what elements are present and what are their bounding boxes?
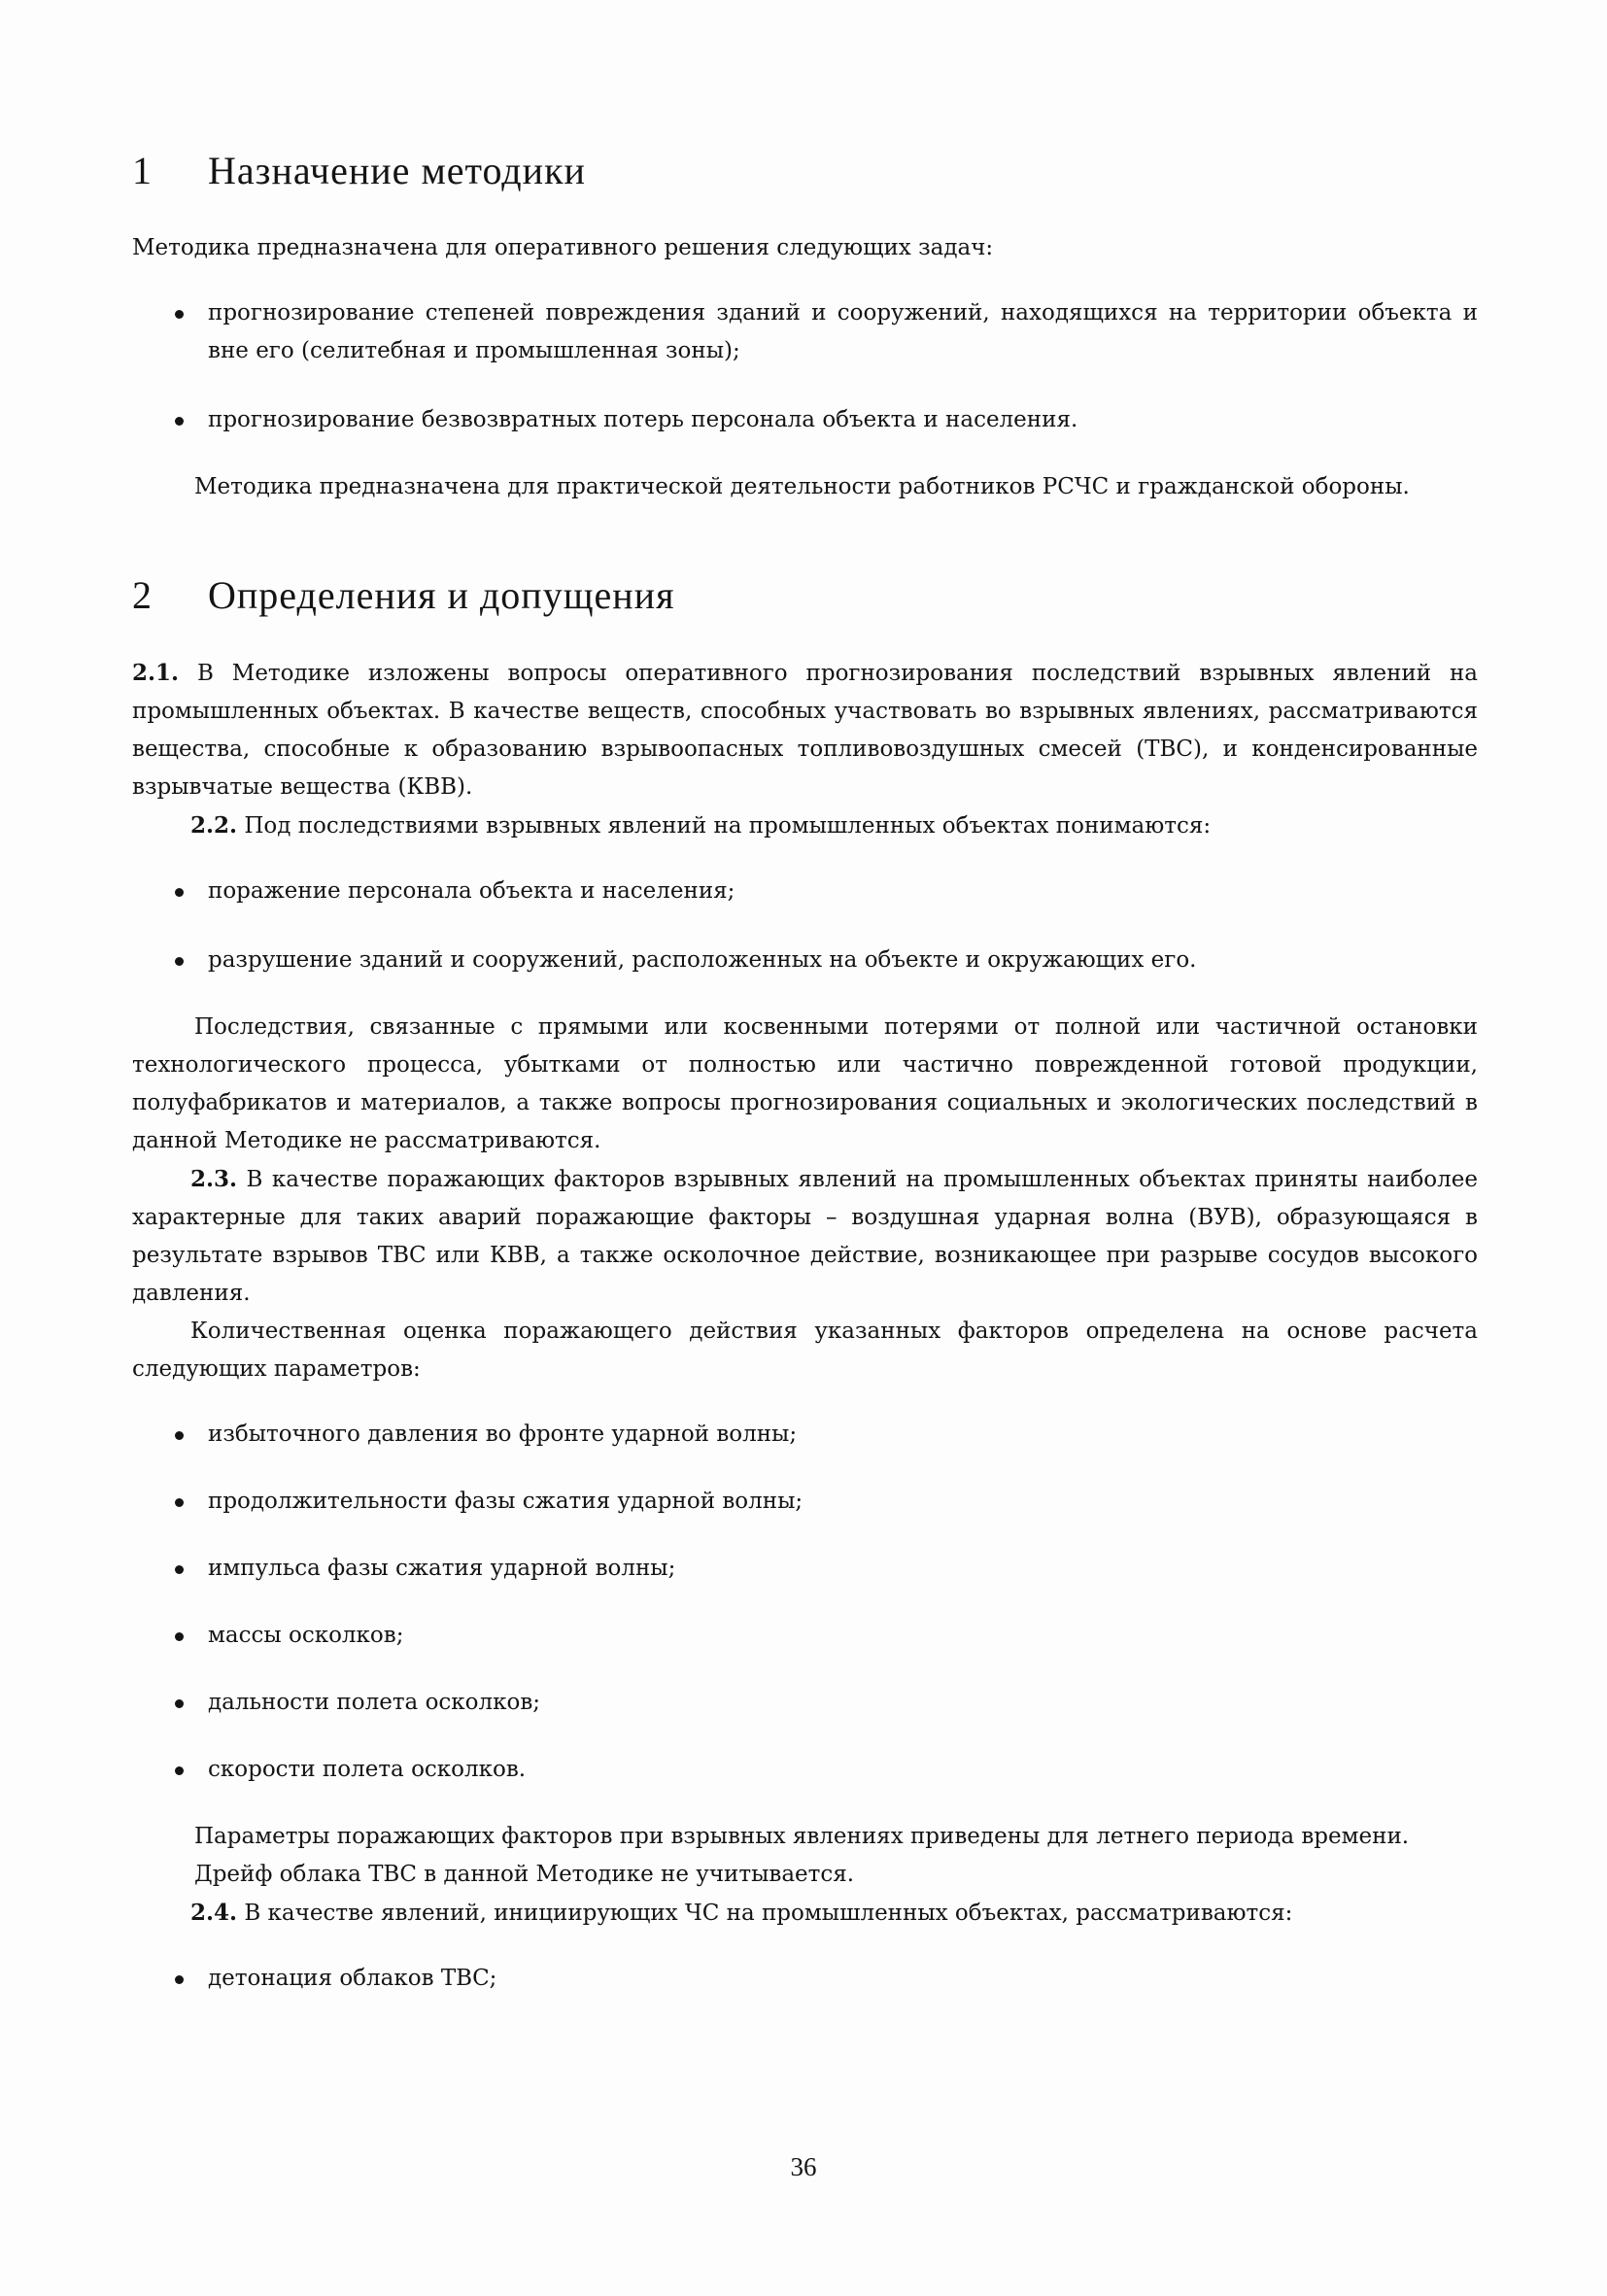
list-item-text: поражение персонала объекта и населения;: [208, 878, 735, 904]
bullet-icon: [175, 310, 184, 319]
clause-text: В качестве явлений, инициирующих ЧС на промышленных объектах, рассматриваются:: [244, 1901, 1293, 1926]
bullet-icon: [175, 417, 184, 426]
bullet-icon: [175, 1632, 184, 1641]
list-item-text: детонация облаков ТВС;: [208, 1966, 497, 1991]
list-item: [175, 1751, 1478, 1789]
consequences-list: [132, 873, 1478, 979]
bullet-icon: [175, 1565, 184, 1574]
list-item: [175, 1416, 1478, 1454]
clause-number: 2.2.: [190, 812, 238, 839]
list-item-text: дальности полета осколков;: [208, 1690, 541, 1715]
list-item-text: продолжительности фазы сжатия ударной волны;: [208, 1489, 804, 1514]
parameters-list: [132, 1416, 1478, 1789]
clause-number: 2.3.: [190, 1166, 238, 1192]
clause-number: 2.1.: [132, 660, 180, 686]
bullet-icon: [175, 1766, 184, 1775]
list-item-text: разрушение зданий и сооружений, расположенных на объекте и окружающих его.: [208, 947, 1197, 973]
clause-number: 2.4.: [190, 1900, 238, 1926]
list-item: [175, 873, 1478, 910]
paragraph-exclusions: Последствия, связанные с прямыми или косвенными потерями от полной или частичной остановки технологического процесса, убытками от полностью или частично поврежденной готовой продукции, полуфабрикатов и материалов, а также вопросы прогнозирования социальных и экологических последствий в данной Методике не рассматриваются.: [132, 1014, 1478, 1153]
list-item: [175, 942, 1478, 979]
paragraph-summer-period: Параметры поражающих факторов при взрывных явлениях приведены для летнего периода времени.: [194, 1824, 1410, 1849]
paragraph-2-1: [132, 654, 1478, 806]
list-item: [175, 1617, 1478, 1655]
bullet-icon: [175, 1431, 184, 1440]
paragraph-2-3: [132, 1160, 1478, 1313]
list-item-text: массы осколков;: [208, 1623, 404, 1648]
initiating-events-list: [132, 1960, 1478, 1998]
section-1-title: Назначение методики: [208, 149, 586, 192]
clause-text: В качестве поражающих факторов взрывных явлений на промышленных объектах приняты наиболее характерные для таких аварий поражающие факторы – воздушная ударная волна (ВУВ), образующаяся в результате взрывов ТВС или КВВ, а также осколочное действие, возникающее при разрыве сосудов высокого давления.: [132, 1167, 1478, 1306]
list-item-text: скорости полета осколков.: [208, 1757, 527, 1782]
section-2-heading: [132, 570, 1478, 621]
clause-text: Под последствиями взрывных явлений на промышленных объектах понимаются:: [244, 813, 1212, 839]
clause-text: В Методике изложены вопросы оперативного прогнозирования последствий взрывных явлений на промышленных объектах. В качестве веществ, способных участвовать во взрывных явлениях, рассматриваются вещества, способные к образованию взрывоопасных топливовоздушных смесей (ТВС), и конденсированные взрывчатые вещества (КВВ).: [132, 661, 1479, 800]
list-item-text: прогнозирование безвозвратных потерь персонала объекта и населения.: [208, 407, 1078, 432]
list-item: [175, 1960, 1478, 1998]
list-item: [175, 401, 1478, 439]
bullet-icon: [175, 957, 184, 966]
bullet-icon: [175, 888, 184, 897]
page-number: 36: [790, 2152, 817, 2181]
bullet-icon: [175, 1498, 184, 1507]
section-1-intro: Методика предназначена для оперативного решения следующих задач:: [132, 235, 994, 260]
page-content: [132, 146, 1478, 2027]
list-item: [175, 1483, 1478, 1521]
list-item-text: избыточного давления во фронте ударной волны;: [208, 1422, 798, 1447]
paragraph-drift: Дрейф облака ТВС в данной Методике не учитывается.: [194, 1862, 855, 1887]
section-2-title: Определения и допущения: [208, 573, 675, 617]
section-1-heading: [132, 146, 1478, 196]
list-item: [175, 1550, 1478, 1588]
bullet-icon: [175, 1975, 184, 1984]
list-item-text: импульса фазы сжатия ударной волны;: [208, 1556, 676, 1581]
bullet-icon: [175, 1699, 184, 1708]
section-1-number: 1: [132, 149, 153, 192]
paragraph-quantitative: Количественная оценка поражающего действия указанных факторов определена на основе расчета следующих параметров:: [132, 1319, 1478, 1382]
list-item: [175, 294, 1478, 370]
section-1-closing: Методика предназначена для практической деятельности работников РСЧС и гражданской обороны.: [194, 474, 1410, 499]
list-item-text: прогнозирование степеней повреждения зданий и сооружений, находящихся на территории объекта и вне его (селитебная и промышленная зоны);: [208, 300, 1478, 363]
section-1-task-list: [132, 294, 1478, 439]
list-item: [175, 1684, 1478, 1722]
paragraph-2-4: [132, 1894, 1478, 1933]
section-2-number: 2: [132, 573, 153, 617]
paragraph-2-2: [132, 806, 1478, 845]
